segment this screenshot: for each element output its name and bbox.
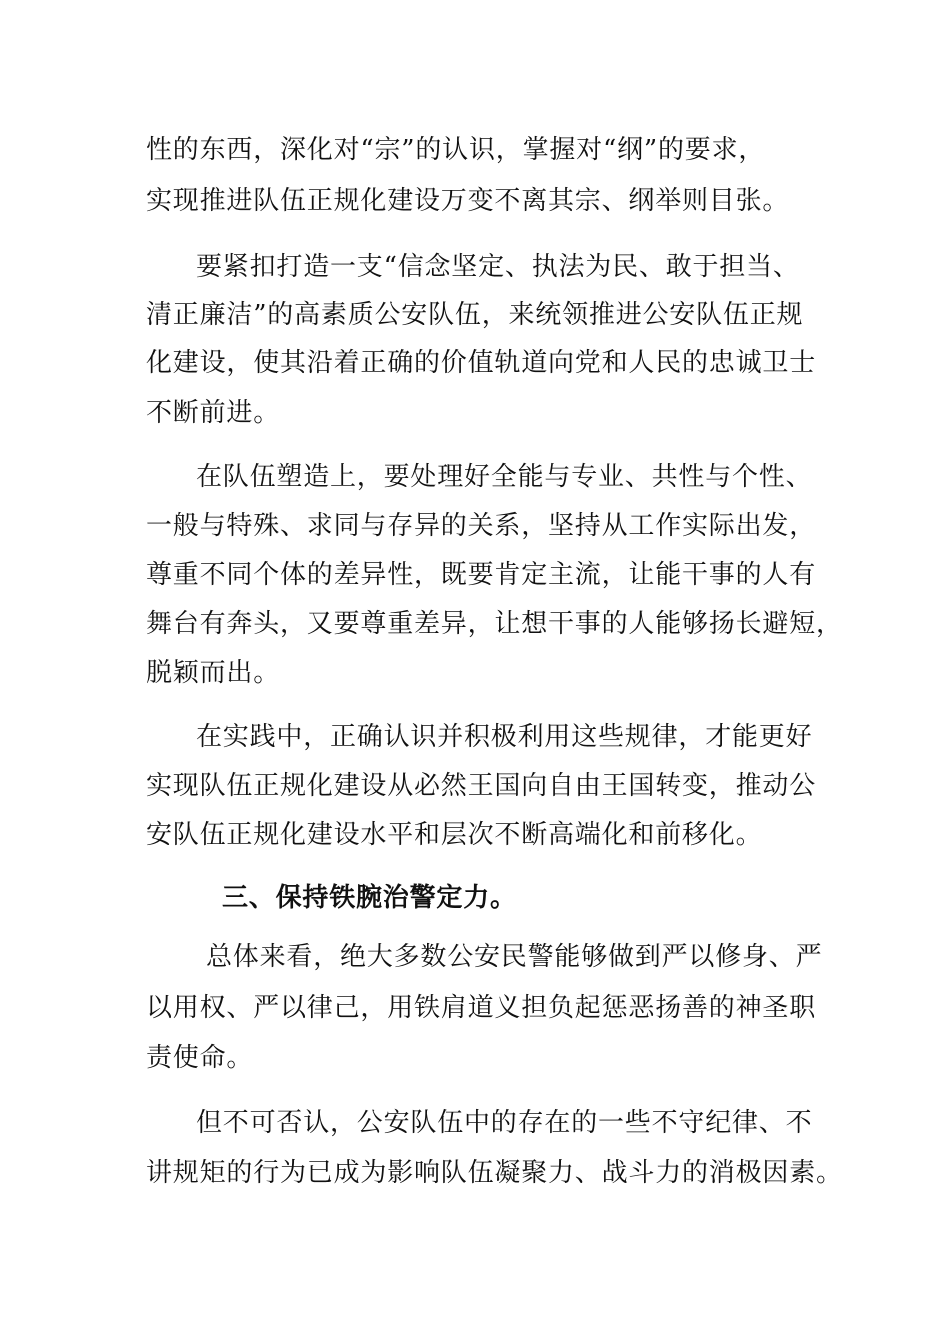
text-line: 实现队伍正规化建设从必然王国向自由王国转变，推动公 xyxy=(146,771,817,801)
text-line: 化建设，使其沿着正确的价值轨道向党和人民的忠诚卫士 xyxy=(146,348,817,378)
text-line: 脱颖而出。 xyxy=(146,658,281,688)
text-line: 责使命。 xyxy=(146,1043,254,1073)
text-line: 总体来看，绝大多数公安民警能够做到严以修身、严 xyxy=(206,942,823,972)
text-line: 在实践中，正确认识并积极利用这些规律，才能更好 xyxy=(196,722,813,752)
text-line: 实现推进队伍正规化建设万变不离其宗、纲举则目张。 xyxy=(146,186,790,216)
text-line: 不断前进。 xyxy=(146,398,281,428)
text-line: 尊重不同个体的差异性，既要肯定主流，让能干事的人有 xyxy=(146,560,817,590)
text-line: 在队伍塑造上，要处理好全能与专业、共性与个性、 xyxy=(196,462,813,492)
text-line: 一般与特殊、求同与存异的关系，坚持从工作实际出发， xyxy=(146,511,817,541)
section-heading: 三、保持铁腕治警定力。 xyxy=(222,883,517,913)
text-line: 舞台有奔头，又要尊重差异，让想干事的人能够扬长避短， xyxy=(146,609,843,639)
text-line: 清正廉洁”的高素质公安队伍，来统领推进公安队伍正规 xyxy=(146,300,804,330)
text-line: 要紧扣打造一支“信念坚定、执法为民、敢于担当、 xyxy=(196,252,800,282)
text-line: 讲规矩的行为已成为影响队伍凝聚力、战斗力的消极因素。 xyxy=(146,1158,843,1188)
text-line: 安队伍正规化建设水平和层次不断高端化和前移化。 xyxy=(146,820,763,850)
text-line: 以用权、严以律己，用铁肩道义担负起惩恶扬善的神圣职 xyxy=(146,993,817,1023)
text-line: 但不可否认，公安队伍中的存在的一些不守纪律、不 xyxy=(196,1108,813,1138)
text-line: 性的东西，深化对“宗”的认识，掌握对“纲”的要求， xyxy=(146,135,766,165)
